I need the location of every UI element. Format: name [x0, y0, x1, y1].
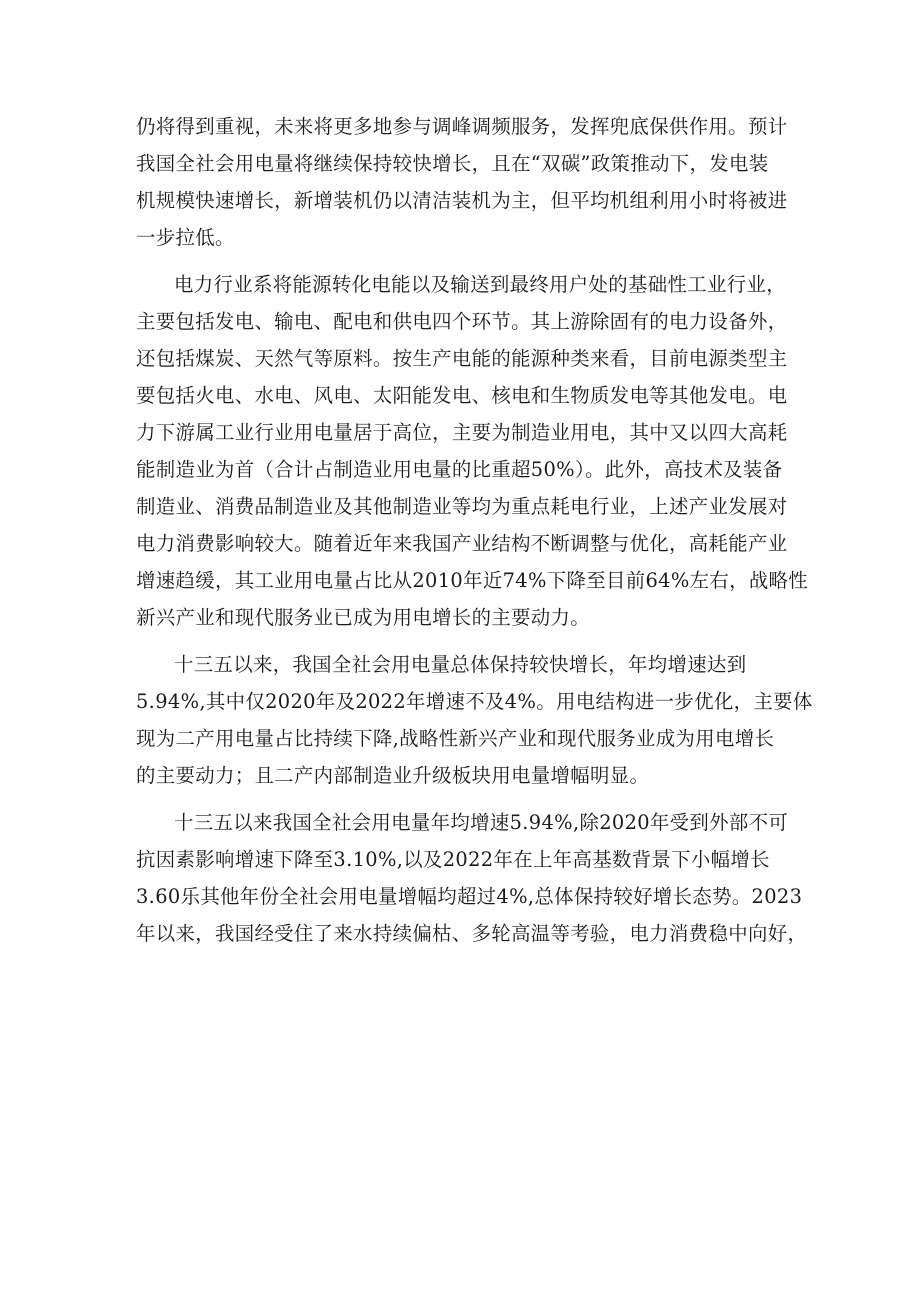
text-line: 一步拉低。 — [136, 226, 235, 249]
paragraph — [136, 108, 796, 256]
text-line: 电力行业系将能源转化电能以及输送到最终用户处的基础性工业行业， — [174, 273, 786, 296]
text-line: 增速趋缓，其工业用电量占比从2010年近74%下降至目前64%左右，战略性 — [136, 569, 809, 592]
paragraph — [136, 804, 808, 952]
text-line: 能制造业为首（合计占制造业用电量的比重超50%）。此外，高技术及装备 — [136, 458, 783, 481]
document-page — [136, 108, 813, 952]
text-line: 5.94%,其中仅2020年及2022年增速不及4%。用电结构进一步优化，主要体 — [136, 690, 813, 713]
text-line: 抗因素影响增速下降至3.10%,以及2022年在上年高基数背景下小幅增长 — [136, 848, 770, 871]
text-line: 电力消费影响较大。随着近年来我国产业结构不断调整与优化，高耗能产业 — [136, 532, 788, 555]
text-line: 制造业、消费品制造业及其他制造业等均为重点耗电行业，上述产业发展对 — [136, 495, 788, 518]
paragraph-spacer — [136, 794, 796, 804]
paragraph — [136, 646, 813, 794]
text-line: 现为二产用电量占比持续下降,战略性新兴产业和现代服务业成为用电增长 — [136, 727, 775, 750]
paragraph — [136, 266, 809, 636]
text-line: 主要包括发电、输电、配电和供电四个环节。其上游除固有的电力设备外， — [136, 310, 788, 333]
text-line: 十三五以来我国全社会用电量年均增速5.94%,除2020年受到外部不可 — [174, 811, 789, 834]
text-line: 我国全社会用电量将继续保持较快增长，且在“双碳”政策推动下，发电装 — [136, 152, 769, 175]
paragraph-spacer — [136, 256, 796, 266]
text-line: 还包括煤炭、天然气等原料。按生产电能的能源种类来看，目前电源类型主 — [136, 347, 788, 370]
text-line: 要包括火电、水电、风电、太阳能发电、核电和生物质发电等其他发电。电 — [136, 384, 788, 407]
text-line: 仍将得到重视，未来将更多地参与调峰调频服务，发挥兜底保供作用。预计 — [136, 115, 788, 138]
text-line: 十三五以来，我国全社会用电量总体保持较快增长，年均增速达到 — [174, 653, 747, 676]
text-line: 机规模快速增长，新增装机仍以清洁装机为主，但平均机组利用小时将被进 — [136, 189, 788, 212]
paragraph-spacer — [136, 636, 796, 646]
text-line: 新兴产业和现代服务业已成为用电增长的主要动力。 — [136, 606, 591, 629]
text-line: 3.60乐其他年份全社会用电量增幅均超过4%,总体保持较好增长态势。2023 — [136, 885, 803, 908]
text-line: 年以来，我国经受住了来水持续偏枯、多轮高温等考验，电力消费稳中向好， — [136, 922, 808, 945]
text-line: 力下游属工业行业用电量居于高位，主要为制造业用电，其中又以四大高耗 — [136, 421, 788, 444]
text-line: 的主要动力；且二产内部制造业升级板块用电量增幅明显。 — [136, 764, 650, 787]
